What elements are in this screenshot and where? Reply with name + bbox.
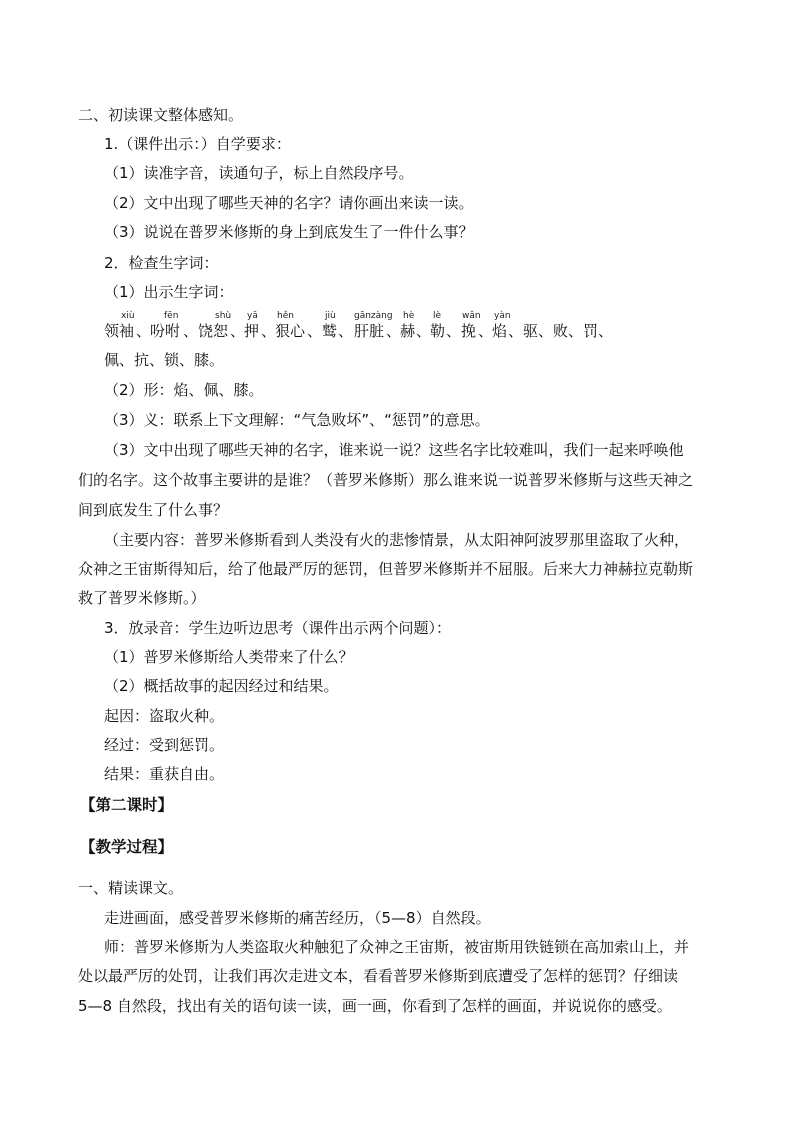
heading-teaching-process: 【教学过程】 <box>80 838 174 856</box>
paragraph: （3）文中出现了哪些天神的名字，谁来说一说？这些名字比较难叫，我们一起来呼唤他 <box>104 441 684 459</box>
paragraph: 间到底发生了什么事？ <box>78 501 229 519</box>
paragraph: 起因：盗取火种。 <box>104 707 225 725</box>
section-heading-close-reading: 一、精读课文。 <box>78 879 184 897</box>
paragraph: 2．检查生字词： <box>104 254 219 272</box>
paragraph: 经过：受到惩罚。 <box>104 736 225 754</box>
heading-second-lesson: 【第二课时】 <box>80 796 174 814</box>
paragraph: 众神之王宙斯得知后，给了他最严厉的惩罚，但普罗米修斯并不屈服。后来大力神赫拉克勒斯 <box>78 560 694 578</box>
paragraph: （3）义：联系上下文理解：“气急败坏”、“惩罚”的意思。 <box>104 411 490 429</box>
paragraph: 师：普罗米修斯为人类盗取火种触犯了众神之王宙斯，被宙斯用铁链锁在高加索山上，并 <box>104 938 690 956</box>
document-page: 二、初读课文整体感知。 1.（课件出示：）自学要求： （1）读准字音，读通句子，标上自然段序号。 （2）文中出现了哪些天神的名字？请你画出来读一读。 （3）说说在普罗米修斯的身上到底发生了一件什么事？ 2．检查生字词： （1）出示生字词： xiù 领袖 、 fēn 吩咐 、 shù 饶恕 、 yā 押 、 hěn 狠心 、 jiù 鹫 、 gānzàng 肝脏 、 hè 赫 、 lè 勒 、 wǎn 挽 、 yàn 焰 、驱、败、罚、 佩、抗、锁、膝。 （2）形：焰、佩、膝。 （3）义：联系上下文理解：“气急败坏”、“惩罚”的意思。 （3）文中出现了哪些天神的名字，谁来说一说？这些名字比较难叫，我们一起来呼唤他 们的名字。这个故事主要讲的是谁？（普罗米修斯）那么谁来说一说普罗米修斯与这些天神之 间到底发生了什么事？ （主要内容：普罗米修斯看到人类没有火的悲惨情景，从太阳神阿波罗那里盗取了火种， 众神之王宙斯得知后，给了他最严厉的惩罚，但普罗米修斯并不屈服。后来大力神赫拉克勒斯 救了普罗米修斯。） 3．放录音：学生边听边思考（课件出示两个问题）： （1）普罗米修斯给人类带来了什么？ （2）概括故事的起因经过和结果。 起因：盗取火种。 经过：受到惩罚。 结果：重获自由。 【第二课时】 【教学过程】 一、精读课文。 走进画面，感受普罗米修斯的痛苦经历，（5—8）自然段。 师：普罗米修斯为人类盗取火种触犯了众神之王宙斯，被宙斯用铁链锁在高加索山上，并 处以最严厉的处罚，让我们再次走进文本，看看普罗米修斯到底遭受了怎样的惩罚？仔细读 5—8 自然段，找出有关的语句读一读，画一画，你看到了怎样的画面，并说说你的感受。 <box>0 0 794 1123</box>
section-heading-first-reading: 二、初读课文整体感知。 <box>78 106 244 124</box>
paragraph: （2）概括故事的起因经过和结果。 <box>104 677 339 695</box>
paragraph: （1）读准字音，读通句子，标上自然段序号。 <box>104 164 414 182</box>
paragraph: （1）普罗米修斯给人类带来了什么？ <box>104 648 354 666</box>
paragraph: （3）说说在普罗米修斯的身上到底发生了一件什么事？ <box>104 223 474 241</box>
paragraph: 1.（课件出示：）自学要求： <box>104 135 291 153</box>
paragraph: 佩、抗、锁、膝。 <box>104 351 225 369</box>
paragraph: 5—8 自然段，找出有关的语句读一读，画一画，你看到了怎样的画面，并说说你的感受。 <box>78 997 672 1015</box>
paragraph: 处以最严厉的处罚，让我们再次走进文本，看看普罗米修斯到底遭受了怎样的惩罚？仔细读 <box>78 967 679 985</box>
paragraph: 3．放录音：学生边听边思考（课件出示两个问题）： <box>104 619 452 637</box>
paragraph: （主要内容：普罗米修斯看到人类没有火的悲惨情景，从太阳神阿波罗那里盗取了火种， <box>104 531 690 549</box>
paragraph: （2）文中出现了哪些天神的名字？请你画出来读一读。 <box>104 194 474 212</box>
paragraph: 结果：重获自由。 <box>104 765 225 783</box>
paragraph: （1）出示生字词： <box>104 283 234 301</box>
paragraph: （2）形：焰、佩、膝。 <box>104 381 264 399</box>
paragraph: 走进画面，感受普罗米修斯的痛苦经历，（5—8）自然段。 <box>104 909 491 927</box>
paragraph: 救了普罗米修斯。） <box>78 589 206 607</box>
paragraph: 们的名字。这个故事主要讲的是谁？（普罗米修斯）那么谁来说一说普罗米修斯与这些天神之 <box>78 471 694 489</box>
